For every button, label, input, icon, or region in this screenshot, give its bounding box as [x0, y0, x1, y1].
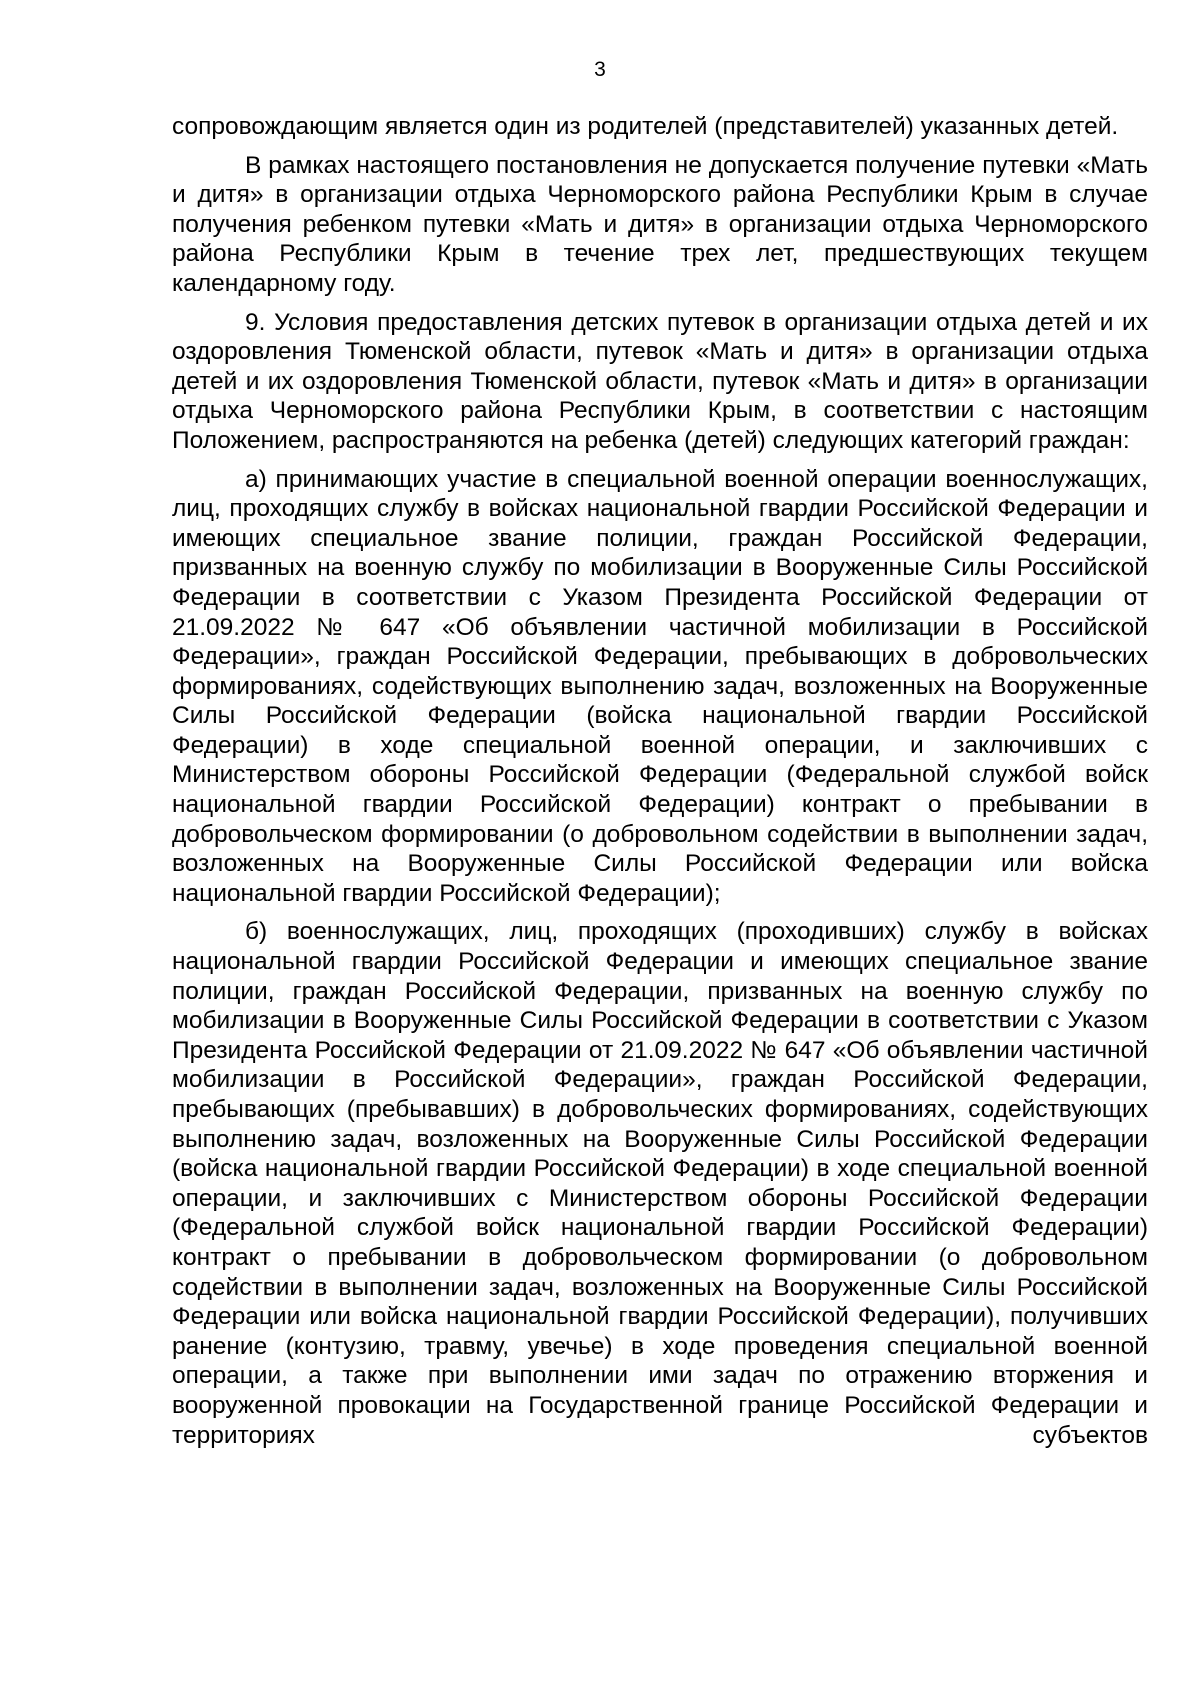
page-number: 3 — [594, 58, 606, 81]
paragraph-subitem-a: а) принимающих участие в специальной военной операции военнослужащих, лиц, проходящих службу в войсках национальной гвардии Российской Федерации и имеющих специальное звание полиции, граждан Российской Федерации, призванных на военную службу по мобилизации в Вооруженные Силы Российской Федерации в соответствии с Указом Президента Российской Федерации от 21.09.2022 № 647 «Об объявлении частичной мобилизации в Российской Федерации», граждан Российской Федерации, пребывающих в добровольческих формированиях, содействующих выполнению задач, возложенных на Вооруженные Силы Российской Федерации (войска национальной гвардии Российской Федерации) в ходе специальной военной операции, и заключивших с Министерством обороны Российской Федерации (Федеральной службой войск национальной гвардии Российской Федерации) контракт о пребывании в добровольческом формировании (о добровольном содействии в выполнении задач, возложенных на Вооруженные Силы Российской Федерации или войска национальной гвардии Российской Федерации); — [172, 465, 1148, 907]
paragraph-continuation: сопровождающим является один из родителей (представителей) указанных детей. — [172, 113, 1119, 140]
paragraph-restriction: В рамках настоящего постановления не допускается получение путевки «Мать и дитя» в организации отдыха Черноморского района Республики Крым в случае получения ребенком путевки «Мать и дитя» в организации отдыха Черноморского района Республики Крым в течение трех лет, предшествующих текущем календарному году. — [172, 151, 1148, 297]
paragraph-item-9: 9. Условия предоставления детских путевок в организации отдыха детей и их оздоровления Тюменской области, путевок «Мать и дитя» в организации отдыха детей и их оздоровления Тюменской области, путевок «Мать и дитя» в организации отдыха Черноморского района Республики Крым, в соответствии с настоящим Положением, распространяются на ребенка (детей) следующих категорий граждан: — [172, 308, 1148, 454]
paragraph-subitem-b: б) военнослужащих, лиц, проходящих (проходивших) службу в войсках национальной гвардии Российской Федерации и имеющих специальное звание полиции, граждан Российской Федерации, призванных на военную службу по мобилизации в Вооруженные Силы Российской Федерации в соответствии с Указом Президента Российской Федерации от 21.09.2022 № 647 «Об объявлении частичной мобилизации в Российской Федерации», граждан Российской Федерации, пребывающих (пребывавших) в добровольческих формированиях, содействующих выполнению задач, возложенных на Вооруженные Силы Российской Федерации (войска национальной гвардии Российской Федерации) в ходе специальной военной операции, и заключивших с Министерством обороны Российской Федерации (Федеральной службой войск национальной гвардии Российской Федерации) контракт о пребывании в добровольческом формировании (о добровольном содействии в выполнении задач, возложенных на Вооруженные Силы Российской Федерации или войска национальной гвардии Российской Федерации), получивших ранение (контузию, травму, увечье) в ходе проведения специальной военной операции, а также при выполнении ими задач по отражению вторжения и вооруженной провокации на Государственной границе Российской Федерации и территориях субъектов — [172, 918, 1148, 1449]
document-body — [172, 112, 1148, 1459]
